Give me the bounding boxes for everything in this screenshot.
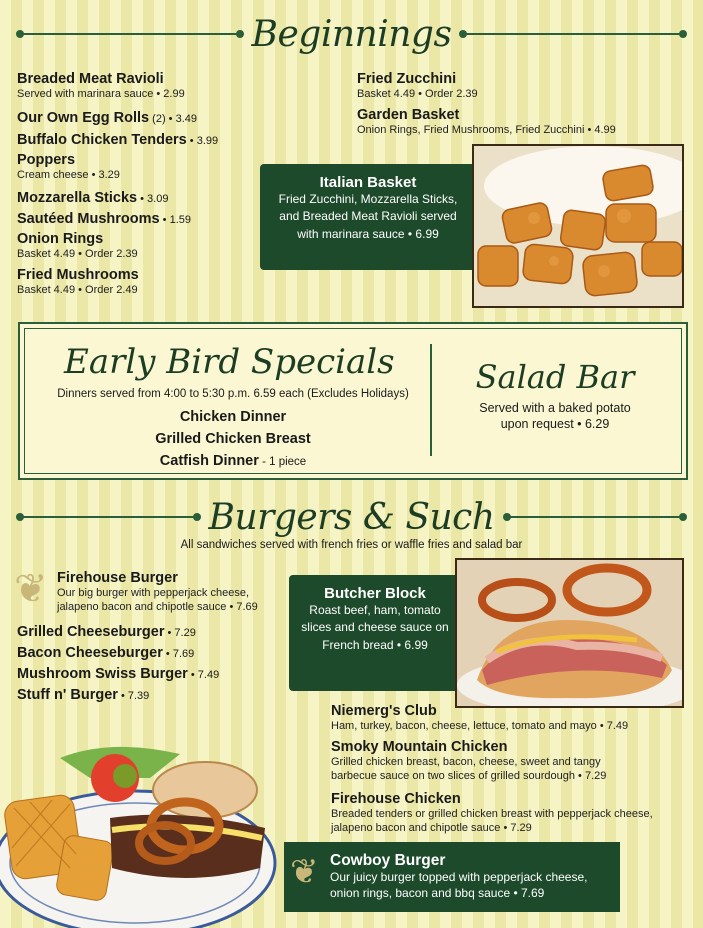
item-desc: Cream cheese • 3.29: [17, 169, 120, 182]
list-item: Catfish Dinner - 1 piece: [159, 453, 307, 470]
item-name: Firehouse Chicken: [331, 791, 461, 807]
burger-plate-image: [0, 738, 280, 928]
early-bird-title: Early Bird Specials: [64, 342, 395, 382]
item-desc: Our juicy burger topped with pepperjack cheese, onion rings, bacon and bbq sauce • 7.69: [330, 870, 588, 900]
butcher-block-box: [289, 575, 461, 691]
item-name: Buffalo Chicken Tenders: [17, 132, 187, 148]
burgers-subtitle: All sandwiches served with french fries or waffle fries and salad bar: [180, 539, 523, 551]
item-name: Onion Rings: [17, 231, 104, 247]
menu-item: [331, 703, 691, 734]
item-desc: Fried Zucchini, Mozzarella Sticks, and Breaded Meat Ravioli served with marinara sauce • 6.99: [278, 192, 458, 241]
fried-food-basket-image: [474, 146, 684, 308]
item-name: Stuff n' Burger: [17, 687, 118, 703]
item-name: Poppers: [17, 152, 76, 168]
divider: [461, 33, 685, 35]
specials-frame: [18, 322, 688, 480]
item-name: Bacon Cheeseburger: [17, 645, 163, 661]
divider: [505, 516, 686, 518]
early-bird-subtitle: Dinners served from 4:00 to 5:30 p.m. 6.59 each (Excludes Holidays): [57, 388, 409, 400]
menu-item: [17, 664, 219, 683]
item-name: Mushroom Swiss Burger: [17, 666, 188, 682]
cowboy-burger-box: [284, 842, 620, 912]
divider: [430, 344, 432, 456]
item-name: Our Own Egg Rolls: [17, 110, 150, 126]
item-price: • 7.39: [117, 690, 150, 702]
menu-item: [17, 71, 185, 102]
item-price: • 7.29: [164, 627, 196, 639]
item-name: Smoky Mountain Chicken: [331, 739, 508, 755]
item-price: • 3.09: [137, 193, 169, 205]
menu-item: [357, 107, 616, 138]
item-desc: Grilled chicken breast, bacon, cheese, sweet and tangy barbecue sauce on two slices of grilled sourdough • 7.29: [331, 756, 607, 782]
list-item: Grilled Chicken Breast: [155, 431, 311, 448]
item-name: Italian Basket: [319, 174, 417, 191]
item-name: Grilled Cheeseburger: [17, 624, 165, 640]
item-name: Butcher Block: [324, 585, 426, 602]
menu-item: [57, 570, 287, 614]
menu-item: [331, 739, 641, 783]
menu-item: [17, 267, 139, 298]
item-name: Fried Mushrooms: [17, 267, 139, 283]
item-price: (2) • 3.49: [149, 113, 197, 125]
menu-item: [17, 685, 149, 704]
menu-item: [17, 209, 191, 228]
butcher-block-photo: [455, 558, 684, 708]
item-desc: Roast beef, ham, tomato slices and cheese sauce on French bread • 6.99: [301, 603, 449, 652]
item-desc: Served with marinara sauce • 2.99: [17, 88, 185, 101]
menu-item: [17, 643, 194, 662]
item-desc: Breaded tenders or grilled chicken breast with pepperjack cheese, jalapeno bacon and chipotle sauce • 7.29: [331, 808, 653, 834]
item-name: Niemerg's Club: [331, 703, 437, 719]
item-desc: Onion Rings, Fried Mushrooms, Fried Zucchini • 4.99: [357, 124, 616, 137]
salad-bar-desc: Served with a baked potato upon request • 6.29: [479, 401, 631, 432]
item-name: Mozzarella Sticks: [17, 190, 138, 206]
menu-item: [357, 71, 478, 102]
burger-plate-photo: [0, 738, 280, 928]
early-bird-list: [36, 406, 430, 472]
menu-item: [331, 791, 661, 835]
divider: [18, 33, 242, 35]
item-name: Firehouse Burger: [57, 570, 178, 586]
menu-item: [17, 152, 120, 183]
item-desc: Basket 4.49 • Order 2.49: [17, 284, 138, 297]
item-price: • 1.59: [159, 214, 191, 226]
section-title: Burgers & Such: [208, 496, 495, 538]
menu-item: [17, 231, 138, 262]
item-price: • 7.69: [162, 648, 195, 660]
italian-basket-box: [260, 164, 476, 270]
salad-bar-title: Salad Bar: [475, 358, 635, 396]
swirl-ornament-icon: ❦: [290, 852, 319, 892]
section-title: Beginnings: [251, 13, 452, 55]
swirl-ornament-icon: ❦: [14, 566, 48, 612]
item-desc: Our big burger with pepperjack cheese, jalapeno bacon and chipotle sauce • 7.69: [57, 587, 258, 613]
item-price: • 7.49: [187, 669, 220, 681]
item-name: Breaded Meat Ravioli: [17, 71, 164, 87]
item-name: Sautéed Mushrooms: [17, 211, 160, 227]
item-price: • 3.99: [186, 135, 219, 147]
menu-item: [17, 108, 197, 127]
item-name: Garden Basket: [357, 107, 460, 123]
menu-item: [17, 188, 168, 207]
beginnings-header: [18, 14, 685, 54]
menu-item: [17, 130, 218, 149]
divider: [18, 516, 199, 518]
item-name: Fried Zucchini: [357, 71, 457, 87]
item-name: Cowboy Burger: [330, 852, 446, 869]
item-desc: Basket 4.49 • Order 2.39: [357, 88, 478, 101]
burgers-header: [18, 497, 685, 537]
list-item: Chicken Dinner: [179, 409, 287, 425]
menu-item: [17, 622, 196, 641]
item-desc: Basket 4.49 • Order 2.39: [17, 248, 138, 261]
sandwich-image: [457, 560, 684, 708]
item-desc: Ham, turkey, bacon, cheese, lettuce, tomato and mayo • 7.49: [331, 720, 629, 733]
italian-basket-photo: [472, 144, 684, 308]
